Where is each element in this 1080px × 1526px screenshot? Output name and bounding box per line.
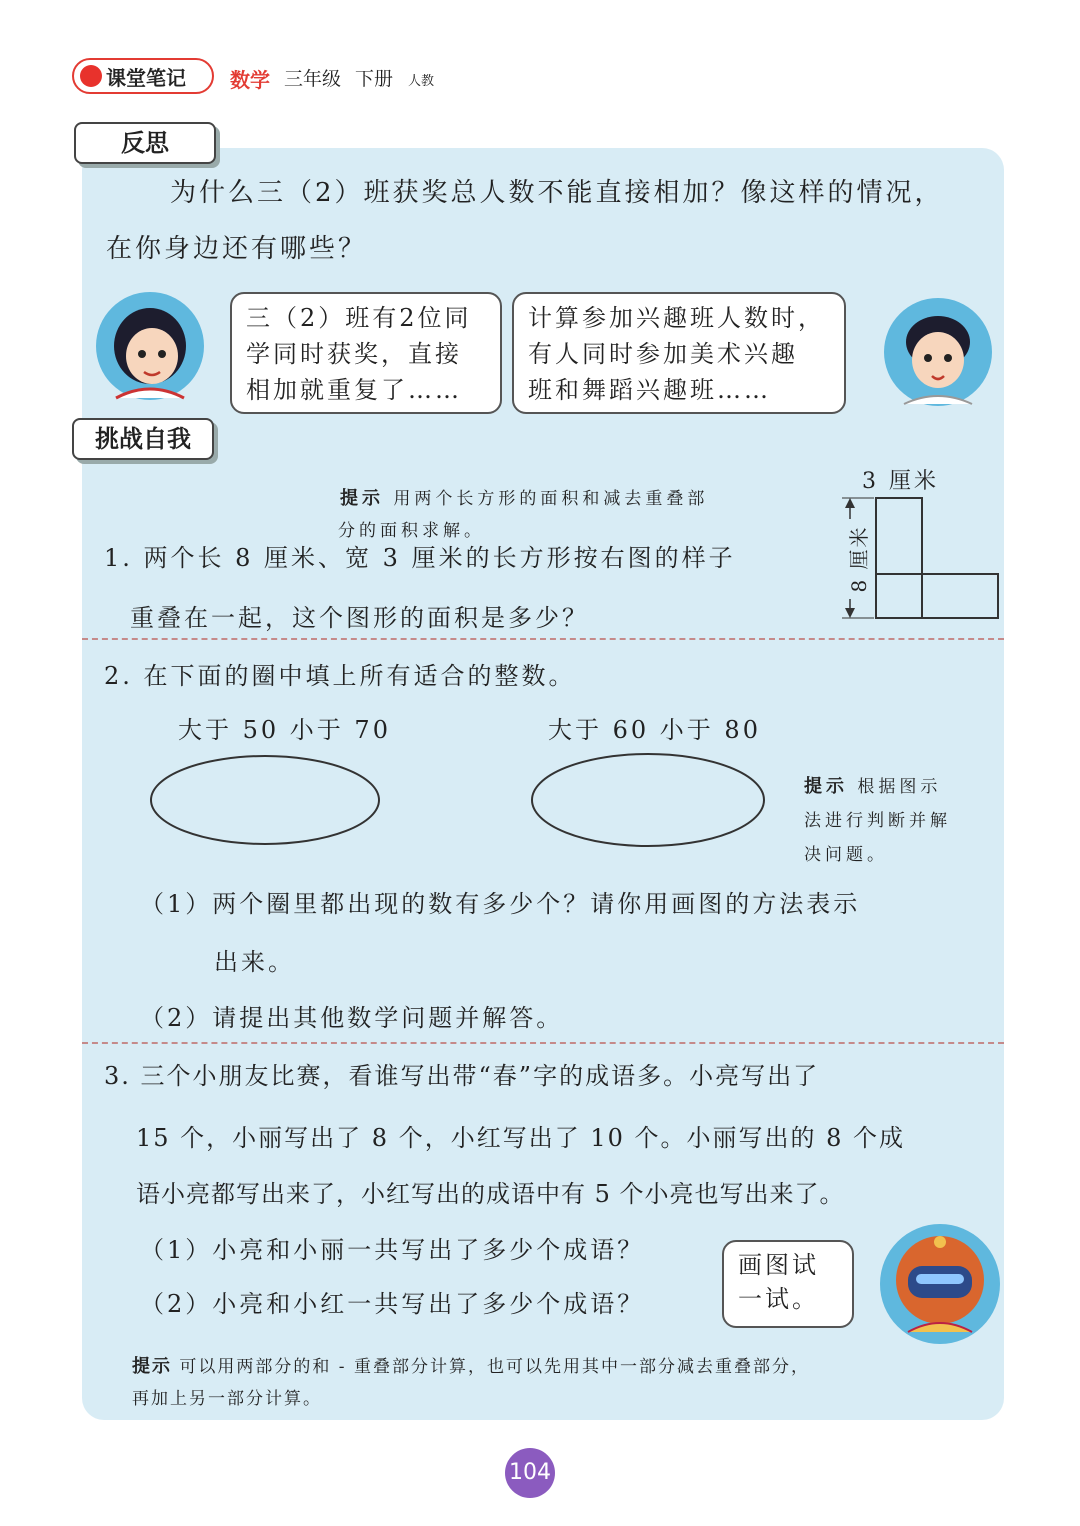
q2-sub2: （2）请提出其他数学问题并解答。 bbox=[140, 1004, 564, 1032]
q1-text-line2: 重叠在一起，这个图形的面积是多少？ bbox=[130, 604, 589, 632]
q3-hint-line2: 再加上另一部分计算。 bbox=[132, 1389, 322, 1409]
q3-sub2: （2）小亮和小红一共写出了多少个成语？ bbox=[140, 1290, 645, 1318]
reflection-question-line1: 为什么三（2）班获奖总人数不能直接相加？像这样的情况， bbox=[170, 178, 944, 208]
girl-bubble-line: 三（2）班有2位同 bbox=[246, 304, 472, 332]
q1-hint-label: 提示 bbox=[340, 488, 384, 509]
q1-hint bbox=[340, 484, 708, 510]
figure-width-label: 3 厘米 bbox=[862, 469, 939, 494]
subject: 数学 bbox=[230, 68, 270, 92]
q1-hint-line1: 用两个长方形的面积和减去重叠部 bbox=[393, 489, 709, 509]
circle2-label: 大于 60 小于 80 bbox=[548, 716, 761, 744]
q2-text-line1: 2. 在下面的圈中填上所有适合的整数。 bbox=[104, 662, 576, 690]
brand-title: 课堂笔记 bbox=[106, 65, 186, 90]
brand-logo-icon bbox=[80, 65, 102, 87]
q2-hint-line2: 法进行判断并解 bbox=[804, 811, 951, 831]
brand-badge bbox=[72, 58, 214, 94]
boy-avatar bbox=[880, 296, 996, 408]
girl-speech-bubble bbox=[230, 292, 502, 414]
girl-bubble-line: 相加就重复了…… bbox=[246, 376, 462, 404]
volume: 下册 bbox=[355, 68, 394, 90]
boy-bubble-line: 计算参加兴趣班人数时， bbox=[528, 304, 825, 332]
divider bbox=[82, 1042, 1004, 1044]
page-number: 104 bbox=[505, 1448, 555, 1498]
q2-hint-label: 提示 bbox=[804, 776, 848, 797]
boy-speech-bubble bbox=[512, 292, 846, 414]
girl-bubble-line: 学同时获奖，直接 bbox=[246, 340, 462, 368]
boy-bubble-line: 班和舞蹈兴趣班…… bbox=[528, 376, 771, 404]
boy-bubble-line: 有人同时参加美术兴趣 bbox=[528, 340, 798, 368]
q1-hint-line2: 分的面积求解。 bbox=[338, 521, 485, 541]
q3-text-line3: 语小亮都写出来了，小红写出的成语中有 5 个小亮也写出来了。 bbox=[136, 1180, 845, 1208]
q2-sub1-line1: （1）两个圈里都出现的数有多少个？请你用画图的方法表示 bbox=[140, 890, 861, 918]
q2-hint-line1: 根据图示 bbox=[857, 777, 942, 797]
robot-speech-bubble bbox=[722, 1240, 854, 1328]
q3-text-line1: 3. 三个小朋友比赛，看谁写出带“春”字的成语多。小亮写出了 bbox=[104, 1062, 820, 1090]
divider bbox=[82, 638, 1004, 640]
robot-bubble-line: 画图试 bbox=[738, 1251, 819, 1279]
grade: 三年级 bbox=[284, 68, 342, 90]
publisher: 人教 bbox=[408, 74, 435, 89]
q3-hint-line1: 可以用两部分的和 - 重叠部分计算，也可以先用其中一部分减去重叠部分， bbox=[179, 1357, 810, 1377]
reflection-tag: 反思 bbox=[74, 122, 216, 164]
number-circles bbox=[148, 752, 788, 852]
q3-hint-label: 提示 bbox=[132, 1356, 172, 1377]
q2-sub1-line2: 出来。 bbox=[214, 948, 295, 976]
robot-bubble-line: 一试。 bbox=[738, 1285, 819, 1313]
q3-text-line2: 15 个，小丽写出了 8 个，小红写出了 10 个。小丽写出的 8 个成 bbox=[136, 1124, 906, 1152]
q2-hint bbox=[804, 770, 1004, 872]
challenge-tag: 挑战自我 bbox=[72, 418, 214, 460]
q3-sub1: （1）小亮和小丽一共写出了多少个成语？ bbox=[140, 1236, 645, 1264]
figure-height-label: 8 厘米 bbox=[843, 519, 873, 599]
girl-avatar bbox=[94, 290, 206, 402]
q1-text-line1: 1. 两个长 8 厘米、宽 3 厘米的长方形按右图的样子 bbox=[104, 544, 736, 572]
q2-hint-line3: 决问题。 bbox=[804, 845, 888, 865]
circle1-label: 大于 50 小于 70 bbox=[178, 716, 391, 744]
reflection-question-line2: 在你身边还有哪些？ bbox=[106, 234, 368, 264]
q3-hint bbox=[132, 1352, 810, 1378]
robot-avatar bbox=[878, 1222, 1002, 1346]
